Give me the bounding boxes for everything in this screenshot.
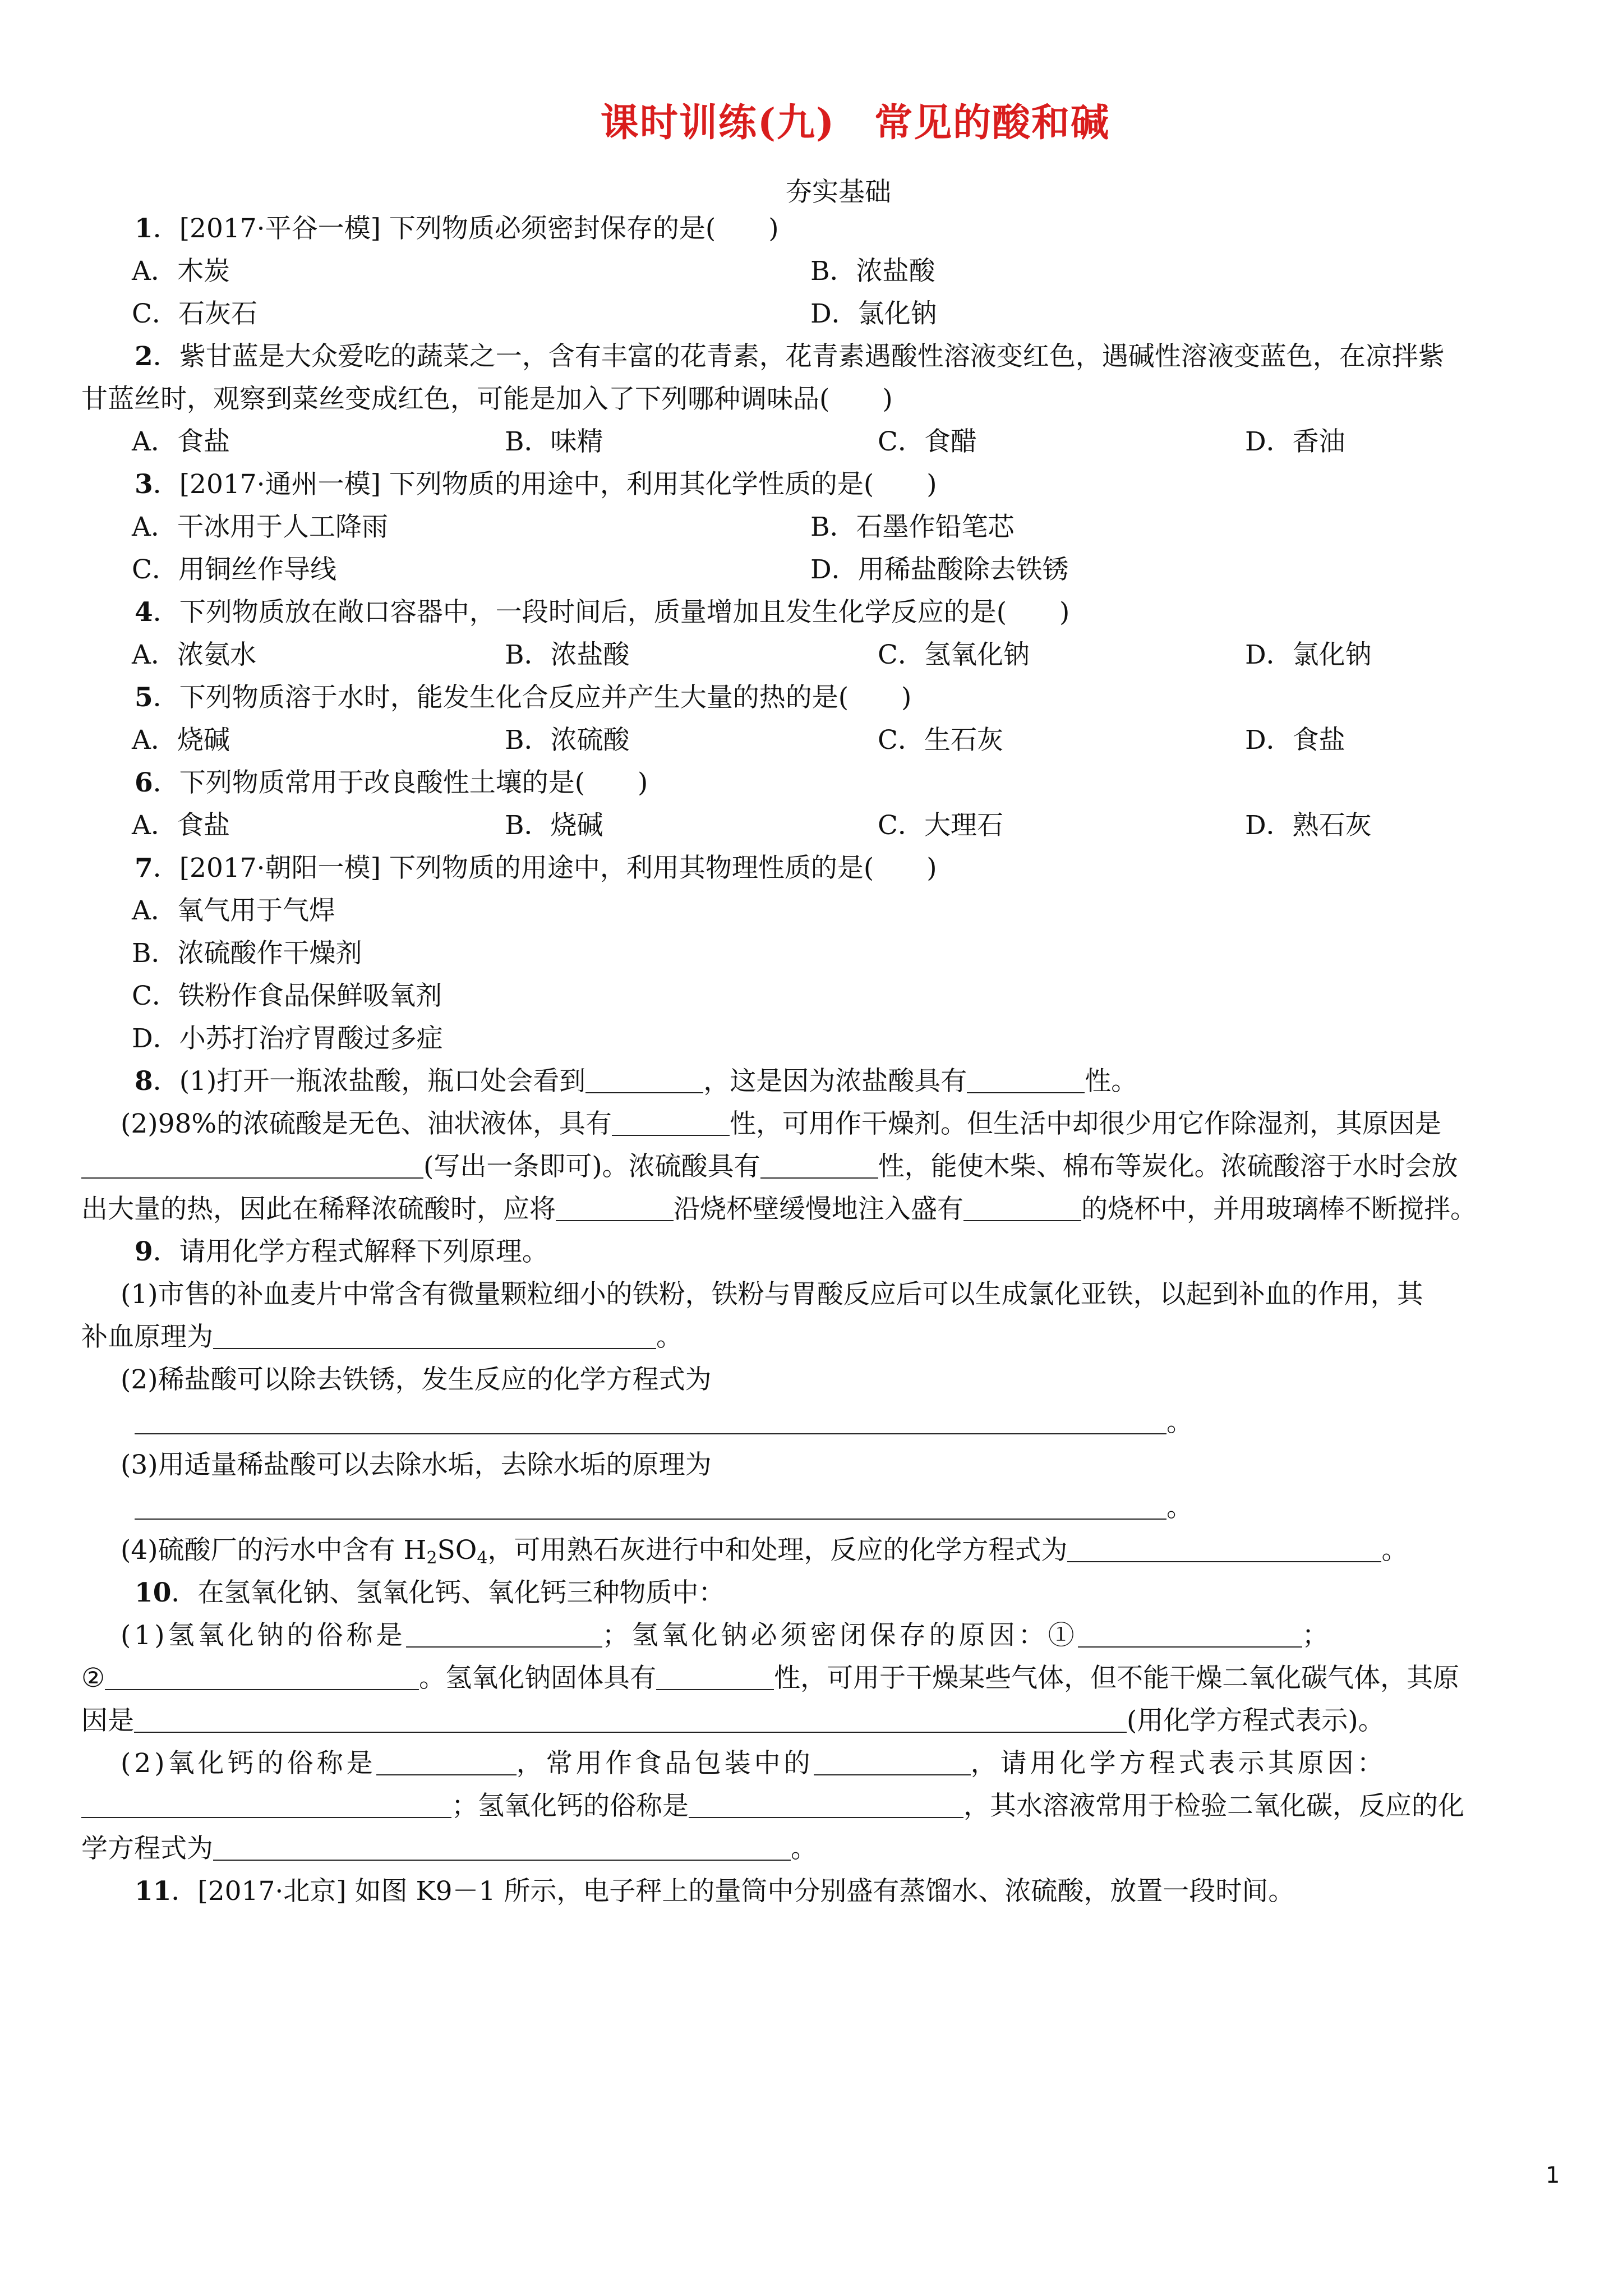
question-number: 2: [135, 341, 153, 372]
question-text: SO: [437, 1535, 477, 1566]
options-row: [81, 293, 1551, 335]
question-9-part-3-answer: [81, 1487, 1551, 1529]
answer-blank[interactable]: [376, 1750, 517, 1775]
option-d: D．小苏打治疗胃酸过多症: [132, 1023, 443, 1054]
question-8-line-3: [81, 1145, 1551, 1188]
question-number: 9: [135, 1236, 153, 1267]
option-a: A．食盐: [132, 810, 230, 841]
answer-blank[interactable]: [81, 1153, 423, 1179]
question-10: [81, 1572, 1551, 1614]
question-text: ．[2017·平谷一模] 下列物质必须密封保存的是( ): [153, 213, 779, 244]
answer-blank[interactable]: [1067, 1536, 1381, 1562]
question-text: 学方程式为: [81, 1833, 213, 1864]
question-text: ；氢氧化钙的俗称是: [451, 1791, 689, 1821]
question-11: [81, 1870, 1551, 1913]
page-title: 课时训练(九) 常见的酸和碱: [600, 100, 1110, 145]
question-number: 11: [135, 1876, 172, 1907]
answer-blank[interactable]: [213, 1323, 656, 1349]
answer-blank[interactable]: [963, 1195, 1081, 1221]
option-d: D．氯化钠: [1245, 639, 1372, 670]
answer-blank[interactable]: [585, 1068, 703, 1093]
option-d: D．食盐: [1245, 725, 1345, 756]
option-a: A．木炭: [132, 256, 230, 287]
question-4: [81, 591, 1551, 634]
question-text: 性，可用作干燥剂。但生活中却很少用它作除湿剂，其原因是: [730, 1108, 1442, 1139]
question-text: 。: [1166, 1407, 1193, 1438]
question-number: 5: [135, 682, 153, 713]
question-text: ．下列物质溶于水时，能发生化合反应并产生大量的热的是( ): [153, 682, 912, 713]
question-number: 1: [135, 213, 153, 244]
question-text: ，常用作食品包装中的: [516, 1748, 814, 1779]
question-number: 7: [135, 853, 153, 884]
question-7: [81, 847, 1551, 890]
question-2: [81, 335, 1551, 378]
options-row: [81, 250, 1551, 293]
subscript: 4: [477, 1548, 488, 1568]
option-a: A．烧碱: [132, 725, 230, 756]
question-text: ；氢氧化钠必须密闭保存的原因：①: [602, 1620, 1078, 1651]
question-text: 。: [791, 1833, 817, 1864]
question-text: 性。: [1085, 1066, 1138, 1097]
option-b: B．浓盐酸: [505, 639, 630, 670]
option-c: C．生石灰: [878, 725, 1003, 756]
question-9-part-2-answer: [81, 1401, 1551, 1444]
option-c: C．氢氧化钠: [878, 639, 1030, 670]
question-text: (写出一条即可)。浓硫酸具有: [423, 1151, 760, 1182]
question-text: 出大量的热，因此在稀释浓硫酸时，应将: [81, 1194, 556, 1225]
section-heading: 夯实基础: [786, 177, 891, 208]
question-number: 8: [135, 1066, 153, 1097]
option-b: B．石墨作铅笔芯: [810, 512, 1015, 542]
answer-blank[interactable]: [134, 1707, 1127, 1733]
question-8-line-4: [81, 1188, 1551, 1231]
question-number: 10: [135, 1577, 172, 1608]
question-text: ，可用熟石灰进行中和处理，反应的化学方程式为: [487, 1535, 1068, 1566]
answer-blank[interactable]: [213, 1835, 791, 1861]
question-text: ．[2017·朝阳一模] 下列物质的用途中，利用其物理性质的是( ): [153, 853, 937, 884]
options-row: [81, 634, 1551, 677]
question-text: ．下列物质放在敞口容器中，一段时间后，质量增加且发生化学反应的是( ): [153, 597, 1070, 628]
question-9-part-1-answer: [81, 1316, 1551, 1359]
answer-blank[interactable]: [760, 1153, 878, 1179]
answer-blank[interactable]: [135, 1409, 1166, 1434]
question-text: ．紫甘蓝是大众爱吃的蔬菜之一，含有丰富的花青素，花青素遇酸性溶液变红色，遇碱性溶液变蓝色，在凉拌紫: [153, 341, 1445, 372]
question-text: 补血原理为: [81, 1322, 213, 1352]
question-text: ．[2017·北京] 如图 K9－1 所示，电子秤上的量筒中分别盛有蒸馏水、浓硫酸，放置一段时间。: [171, 1876, 1295, 1907]
answer-blank[interactable]: [689, 1792, 963, 1818]
options-row: [81, 506, 1551, 549]
question-text: ②: [81, 1663, 105, 1694]
options-row: [81, 421, 1551, 463]
answer-blank[interactable]: [1078, 1622, 1302, 1648]
page-number: 1: [1546, 2162, 1560, 2188]
question-text: (1)氢氧化钠的俗称是: [121, 1620, 406, 1651]
options-row: [81, 549, 1551, 591]
question-text: ．在氢氧化钠、氢氧化钙、氧化钙三种物质中：: [171, 1577, 725, 1608]
option-c: C．石灰石: [132, 298, 257, 329]
option-a: A．食盐: [132, 426, 230, 457]
answer-blank[interactable]: [612, 1110, 730, 1136]
option-b: B．烧碱: [505, 810, 603, 841]
question-text: ．(1)打开一瓶浓盐酸，瓶口处会看到: [153, 1066, 586, 1097]
question-text: 性，可用于干燥某些气体，但不能干燥二氧化碳气体，其原: [774, 1663, 1460, 1694]
question-text: 。氢氧化钠固体具有: [419, 1663, 657, 1694]
question-text: ，这是因为浓盐酸具有: [703, 1066, 967, 1097]
option-c: C．大理石: [878, 810, 1003, 841]
question-6: [81, 762, 1551, 804]
question-text: (2)氧化钙的俗称是: [121, 1748, 376, 1779]
question-text: ，其水溶液常用于检验二氧化碳，反应的化: [963, 1791, 1464, 1821]
option-d: D．氯化钠: [810, 298, 937, 329]
question-text-continued: 甘蓝丝时，观察到菜丝变成红色，可能是加入了下列哪种调味品( ): [81, 384, 893, 415]
option-d: D．用稀盐酸除去铁锈: [810, 554, 1069, 585]
question-1: [81, 208, 1551, 250]
answer-blank[interactable]: [556, 1195, 674, 1221]
question-10-line-3: [81, 1700, 1551, 1742]
option-a: A．氧气用于气焊: [132, 895, 335, 926]
option-d: D．香油: [1245, 426, 1345, 457]
option-c: C．铁粉作食品保鲜吸氧剂: [132, 981, 442, 1011]
option-a: A．干冰用于人工降雨: [132, 512, 388, 542]
question-10-line-6: [81, 1828, 1551, 1870]
question-text: 沿烧杯壁缓慢地注入盛有: [674, 1194, 963, 1225]
question-9-part-4: [81, 1529, 1551, 1572]
question-10-part-1: [81, 1614, 1551, 1657]
question-8-part-2: [81, 1103, 1551, 1145]
question-8: [81, 1060, 1551, 1103]
question-text: 。: [1381, 1535, 1408, 1566]
question-9-part-1: (1)市售的补血麦片中常含有微量颗粒细小的铁粉，铁粉与胃酸反应后可以生成氯化亚铁，以起到补血的作用，其: [121, 1279, 1423, 1310]
answer-blank[interactable]: [406, 1622, 602, 1648]
answer-blank[interactable]: [967, 1068, 1085, 1093]
subscript: 2: [426, 1548, 437, 1568]
options-row: [81, 804, 1551, 847]
option-c: C．用铜丝作导线: [132, 554, 336, 585]
option-a: A．浓氨水: [132, 639, 256, 670]
option-c: C．食醋: [878, 426, 977, 457]
option-b: B．浓盐酸: [810, 256, 935, 287]
question-5: [81, 677, 1551, 719]
question-text: ，请用化学方程式表示其原因：: [970, 1748, 1387, 1779]
answer-blank[interactable]: [656, 1664, 774, 1690]
question-number: 6: [135, 767, 153, 798]
question-9-part-3: (3)用适量稀盐酸可以去除水垢，去除水垢的原理为: [121, 1450, 712, 1480]
question-number: 4: [135, 597, 153, 628]
answer-blank[interactable]: [105, 1664, 419, 1690]
question-text: 。: [1166, 1492, 1193, 1523]
question-text: ．[2017·通州一模] 下列物质的用途中，利用其化学性质的是( ): [153, 469, 937, 500]
option-b: B．浓硫酸作干燥剂: [132, 938, 362, 969]
question-text: 因是: [81, 1705, 134, 1736]
option-b: B．味精: [505, 426, 603, 457]
question-10-part-2: [81, 1742, 1551, 1785]
question-text: (4)硫酸厂的污水中含有 H: [121, 1535, 427, 1566]
question-text: ．下列物质常用于改良酸性土壤的是( ): [153, 767, 648, 798]
question-10-line-2: [81, 1657, 1551, 1700]
question-list: [81, 208, 1551, 1913]
question-text: ．请用化学方程式解释下列原理。: [153, 1236, 548, 1267]
question-text: ；: [1302, 1620, 1332, 1651]
question-3: [81, 463, 1551, 506]
question-text: 的烧杯中，并用玻璃棒不断搅拌。: [1081, 1194, 1477, 1225]
options-row: [81, 719, 1551, 762]
answer-blank[interactable]: [135, 1494, 1166, 1520]
option-d: D．熟石灰: [1245, 810, 1372, 841]
question-number: 3: [135, 469, 153, 500]
question-10-line-5: [81, 1785, 1551, 1828]
answer-blank[interactable]: [814, 1750, 971, 1775]
option-b: B．浓硫酸: [505, 725, 630, 756]
question-text: 性，能使木柴、棉布等炭化。浓硫酸溶于水时会放: [878, 1151, 1458, 1182]
question-9-part-2: (2)稀盐酸可以除去铁锈，发生反应的化学方程式为: [121, 1364, 712, 1395]
question-text: (用化学方程式表示)。: [1127, 1705, 1385, 1736]
answer-blank[interactable]: [81, 1792, 451, 1818]
question-9: [81, 1231, 1551, 1273]
question-text: (2)98%的浓硫酸是无色、油状液体，具有: [121, 1108, 612, 1139]
question-text: 。: [656, 1322, 683, 1352]
